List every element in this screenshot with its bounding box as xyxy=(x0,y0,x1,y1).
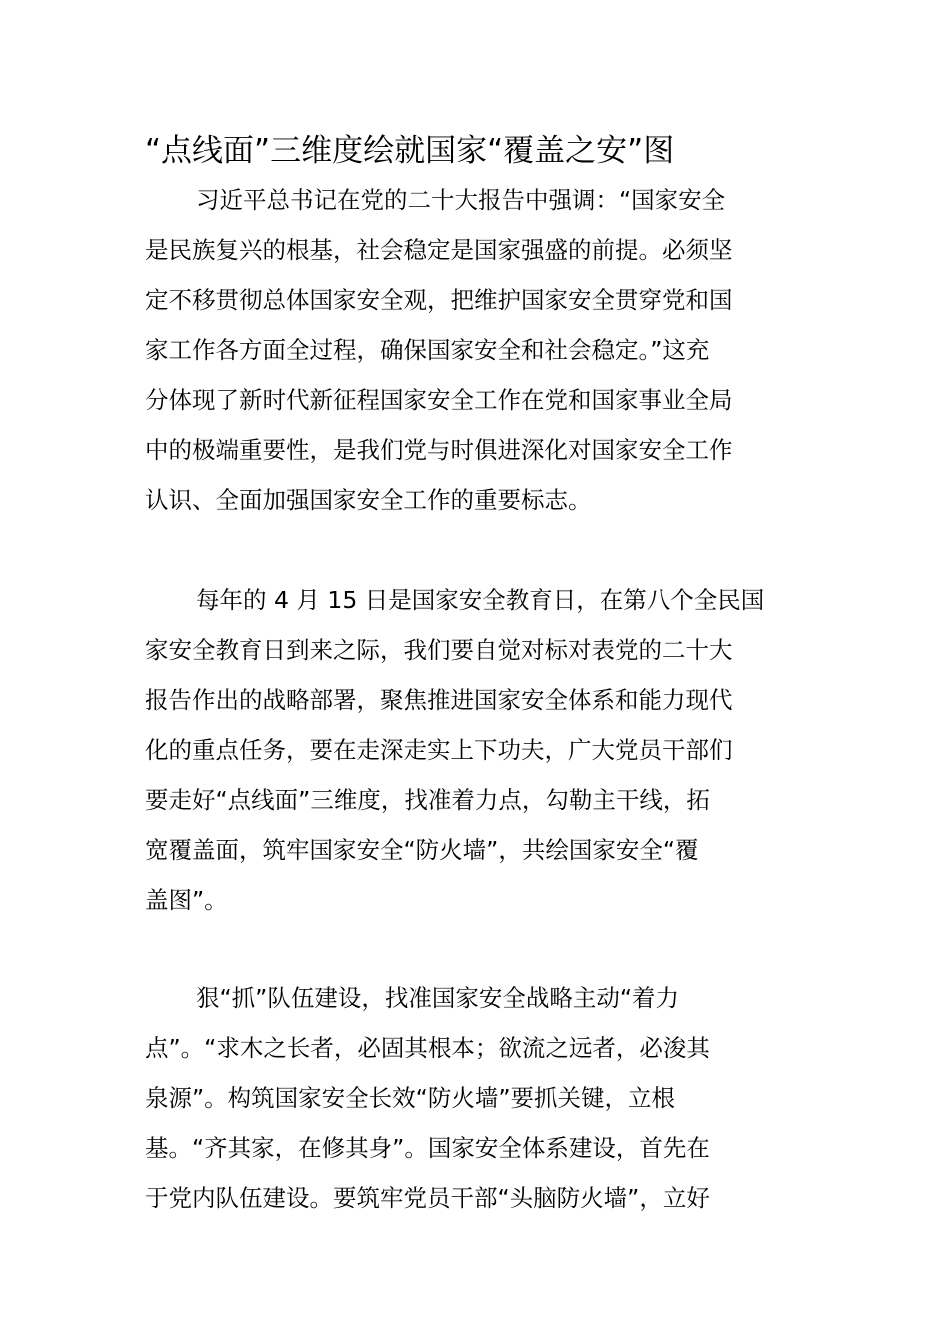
text-line: 基。“齐其家，在修其身”。国家安全体系建设，首先在 xyxy=(145,1134,710,1162)
text-line: 每年的 4 月 15 日是国家安全教育日，在第八个全民国 xyxy=(196,586,765,614)
text-line: 盖图”。 xyxy=(145,886,228,914)
paragraph-education-day xyxy=(145,575,810,925)
text-line: 报告作出的战略部署，聚焦推进国家安全体系和能力现代 xyxy=(145,686,733,714)
text-line: 点”。“求木之长者，必固其根本；欲流之远者，必浚其 xyxy=(145,1034,710,1062)
text-line: 狠“抓”队伍建设，找准国家安全战略主动“着力 xyxy=(196,984,680,1012)
text-line: 认识、全面加强国家安全工作的重要标志。 xyxy=(145,486,592,514)
text-line: 化的重点任务，要在走深走实上下功夫，广大党员干部们 xyxy=(145,736,733,764)
text-line: 中的极端重要性，是我们党与时俱进深化对国家安全工作 xyxy=(145,436,733,464)
text-line: 习近平总书记在党的二十大报告中强调：“国家安全 xyxy=(196,186,726,214)
document-title: “点线面”三维度绘就国家“覆盖之安”图 xyxy=(145,133,675,169)
text-line: 泉源”。构筑国家安全长效“防火墙”要抓关键，立根 xyxy=(145,1084,676,1112)
paragraph-intro xyxy=(145,175,810,525)
text-line: 是民族复兴的根基，社会稳定是国家强盛的前提。必须坚 xyxy=(145,236,733,264)
text-line: 家工作各方面全过程，确保国家安全和社会稳定。”这充 xyxy=(145,336,710,364)
text-line: 宽覆盖面，筑牢国家安全“防火墙”，共绘国家安全“覆 xyxy=(145,836,699,864)
text-line: 要走好“点线面”三维度，找准着力点，勾勒主干线，拓 xyxy=(145,786,710,814)
text-line: 分体现了新时代新征程国家安全工作在党和国家事业全局 xyxy=(145,386,733,414)
text-line: 家安全教育日到来之际，我们要自觉对标对表党的二十大 xyxy=(145,636,733,664)
paragraph-team-building xyxy=(145,973,810,1223)
text-line: 于党内队伍建设。要筑牢党员干部“头脑防火墙”，立好 xyxy=(145,1184,710,1212)
text-line: 定不移贯彻总体国家安全观，把维护国家安全贯穿党和国 xyxy=(145,286,733,314)
